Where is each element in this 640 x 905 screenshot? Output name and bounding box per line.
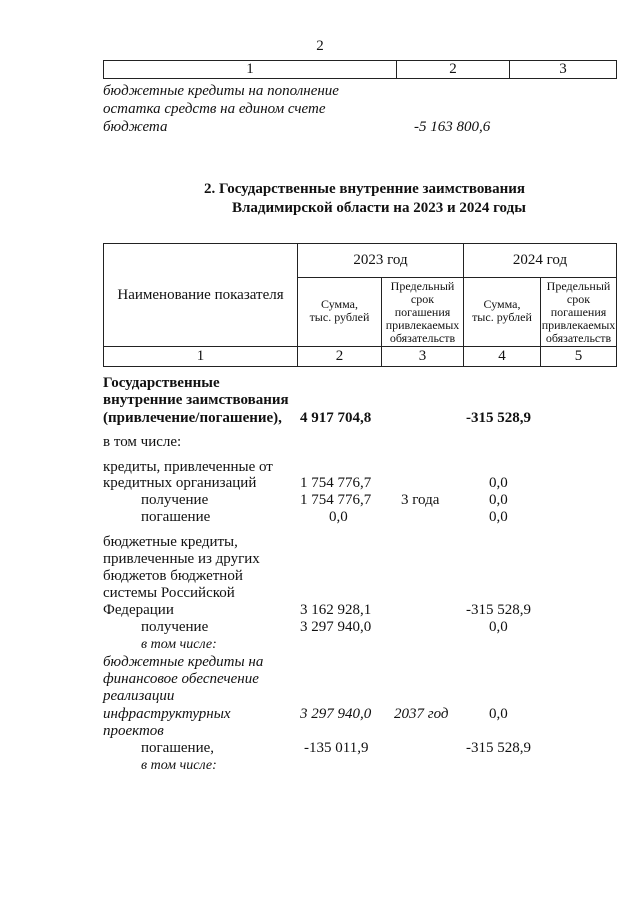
header-name-column: Наименование показателя bbox=[117, 287, 284, 303]
budget-repay-2024: -315 528,9 bbox=[466, 740, 531, 756]
col-num-2: 2 bbox=[335, 348, 344, 364]
budget-receive-label: получение bbox=[141, 619, 209, 635]
column-number-table bbox=[103, 60, 617, 79]
col-num-4: 4 bbox=[498, 348, 506, 364]
credit-repay-2023: 0,0 bbox=[329, 509, 348, 525]
header-term-2024 bbox=[541, 280, 616, 345]
budget-2023: 3 162 928,1 bbox=[300, 602, 372, 618]
header-term-line: погашения bbox=[550, 305, 607, 319]
header-term-line: обязательств bbox=[389, 331, 456, 345]
infra-term: 2037 год bbox=[394, 706, 449, 722]
col-num-1: 1 bbox=[196, 348, 205, 364]
header-sum-2024 bbox=[464, 298, 540, 324]
credit-receive-2024: 0,0 bbox=[489, 492, 508, 508]
header-term-2023 bbox=[382, 280, 463, 345]
col-num-5: 5 bbox=[574, 348, 583, 364]
budget-receive-2023: 3 297 940,0 bbox=[300, 619, 372, 635]
including-italic-label-2: в том числе: bbox=[141, 758, 217, 773]
total-label-3: (привлечение/погашение), bbox=[103, 410, 282, 426]
total-2023: 4 917 704,8 bbox=[300, 410, 372, 426]
section-title-line2: Владимирской области на 2023 и 2024 годы bbox=[232, 200, 526, 216]
intro-line: остатка средств на едином счете bbox=[103, 101, 326, 117]
header-term-line: срок bbox=[410, 292, 435, 306]
including-label: в том числе: bbox=[103, 434, 182, 450]
header-sum-line: Сумма, bbox=[483, 297, 521, 311]
including-italic-label: в том числе: bbox=[141, 637, 217, 652]
header-year-2023: 2023 год bbox=[353, 252, 408, 268]
budget-label-2: привлеченные из других bbox=[103, 551, 260, 567]
credit-2023: 1 754 776,7 bbox=[300, 475, 372, 491]
infra-label-5: проектов bbox=[103, 723, 164, 739]
infra-label-2: финансовое обеспечение bbox=[103, 671, 259, 687]
total-label-1: Государственные bbox=[103, 375, 220, 391]
infra-2024: 0,0 bbox=[489, 706, 508, 722]
credit-label-1: кредиты, привлеченные от bbox=[103, 459, 273, 475]
infra-label-3: реализации bbox=[103, 688, 175, 704]
budget-label-5: Федерации bbox=[103, 602, 174, 618]
credit-repay-2024: 0,0 bbox=[489, 509, 508, 525]
header-term-line: погашения bbox=[394, 305, 451, 319]
credit-receive-2023: 1 754 776,7 bbox=[300, 492, 372, 508]
header-term-line: срок bbox=[566, 292, 591, 306]
section-title-line1: 2. Государственные внутренние заимствования bbox=[204, 181, 526, 197]
header-term-line: Предельный bbox=[390, 279, 455, 293]
col-num-3: 3 bbox=[418, 348, 427, 364]
infra-label-4: инфраструктурных bbox=[103, 706, 231, 722]
budget-label-1: бюджетные кредиты, bbox=[103, 534, 238, 550]
column-number-2: 2 bbox=[449, 61, 457, 77]
credit-label-2: кредитных организаций bbox=[103, 475, 257, 491]
intro-text bbox=[103, 82, 339, 136]
budget-receive-2024: 0,0 bbox=[489, 619, 508, 635]
budget-label-3: бюджетов бюджетной bbox=[103, 568, 243, 584]
budget-label-4: системы Российской bbox=[103, 585, 235, 601]
total-2024: -315 528,9 bbox=[466, 410, 531, 426]
budget-repay-2023: -135 011,9 bbox=[304, 740, 369, 756]
intro-value: -5 163 800,6 bbox=[414, 119, 491, 135]
credit-receive-term: 3 года bbox=[401, 492, 440, 508]
credit-repay-label: погашение bbox=[141, 509, 211, 525]
column-number-3: 3 bbox=[559, 61, 567, 77]
infra-label-1: бюджетные кредиты на bbox=[103, 654, 264, 670]
budget-2024: -315 528,9 bbox=[466, 602, 531, 618]
header-sum-line: Сумма, bbox=[321, 297, 358, 311]
page-number: 2 bbox=[316, 38, 324, 54]
header-term-line: Предельный bbox=[546, 279, 611, 293]
header-table bbox=[103, 243, 617, 367]
infra-2023: 3 297 940,0 bbox=[300, 706, 372, 722]
intro-line: бюджета bbox=[103, 119, 168, 135]
column-number-1: 1 bbox=[246, 61, 254, 77]
header-sum-line: тыс. рублей bbox=[472, 310, 532, 324]
header-term-line: обязательств bbox=[545, 331, 612, 345]
credit-2024: 0,0 bbox=[489, 475, 508, 491]
intro-line: бюджетные кредиты на пополнение bbox=[103, 83, 339, 99]
header-year-2024: 2024 год bbox=[512, 252, 568, 268]
header-term-line: привлекаемых bbox=[385, 318, 460, 332]
credit-receive-label: получение bbox=[141, 492, 209, 508]
header-sum-2023 bbox=[298, 298, 381, 324]
total-label-2: внутренние заимствования bbox=[103, 392, 289, 408]
header-sum-line: тыс. рублей bbox=[309, 310, 370, 324]
budget-repay-label: погашение, bbox=[141, 740, 215, 756]
header-term-line: привлекаемых bbox=[541, 318, 616, 332]
